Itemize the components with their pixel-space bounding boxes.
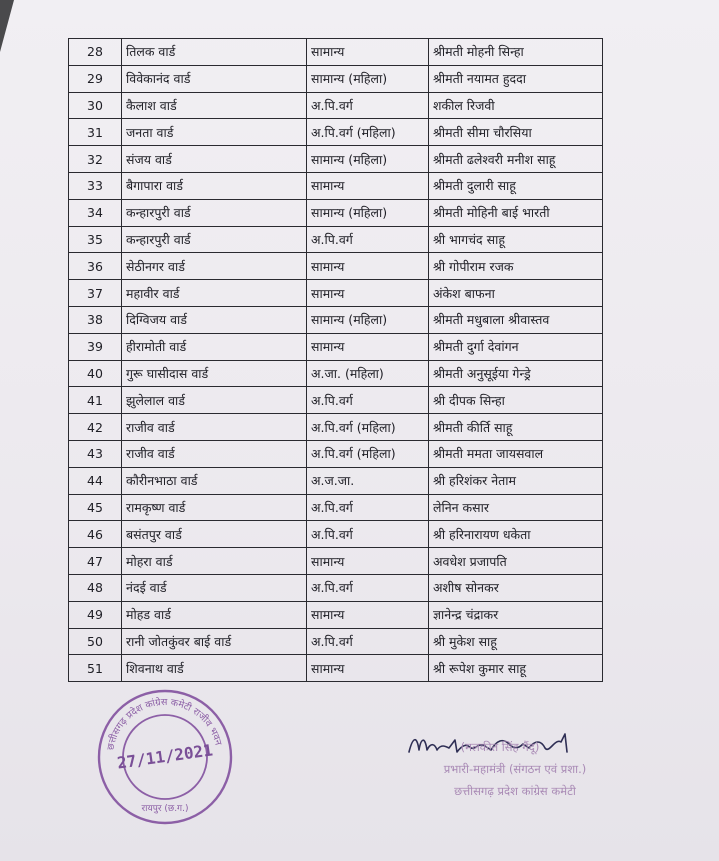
ward-number-cell: 34 xyxy=(69,199,122,226)
candidate-name-cell: श्रीमती ढलेश्वरी मनीश साहू xyxy=(429,146,603,173)
ward-number-cell: 32 xyxy=(69,146,122,173)
reservation-category-cell: अ.पि.वर्ग xyxy=(307,92,429,119)
seal-ring-text: छत्तीसगढ़ प्रदेश कांग्रेस कमेटी राजीव भवन xyxy=(105,696,224,752)
candidate-name-cell: श्री हरिशंकर नेताम xyxy=(429,467,603,494)
table-row xyxy=(69,574,603,601)
scan-corner-shadow xyxy=(0,0,14,52)
reservation-category-cell: अ.पि.वर्ग xyxy=(307,387,429,414)
ward-name-cell: कैलाश वार्ड xyxy=(122,92,307,119)
candidate-name-cell: श्री गोपीराम रजक xyxy=(429,253,603,280)
table-row xyxy=(69,92,603,119)
ward-number-cell: 43 xyxy=(69,440,122,467)
reservation-category-cell: सामान्य xyxy=(307,39,429,66)
table-row xyxy=(69,39,603,66)
table-row xyxy=(69,655,603,682)
table-row xyxy=(69,494,603,521)
ward-number-cell: 29 xyxy=(69,65,122,92)
ward-name-cell: रानी जोतकुंवर बाई वार्ड xyxy=(122,628,307,655)
ward-number-cell: 36 xyxy=(69,253,122,280)
candidate-name-cell: श्रीमती सीमा चौरसिया xyxy=(429,119,603,146)
candidate-name-cell: अंकेश बाफना xyxy=(429,280,603,307)
table-row xyxy=(69,306,603,333)
reservation-category-cell: सामान्य xyxy=(307,253,429,280)
ward-number-cell: 41 xyxy=(69,387,122,414)
candidate-name-cell: श्रीमती ममता जायसवाल xyxy=(429,440,603,467)
table-row xyxy=(69,360,603,387)
ward-candidate-table xyxy=(68,38,603,682)
ward-name-cell: राजीव वार्ड xyxy=(122,414,307,441)
ward-name-cell: रामकृष्ण वार्ड xyxy=(122,494,307,521)
candidate-name-cell: श्री भागचंद साहू xyxy=(429,226,603,253)
table-row xyxy=(69,146,603,173)
ward-name-cell: सेठीनगर वार्ड xyxy=(122,253,307,280)
table-row xyxy=(69,601,603,628)
ward-table-body xyxy=(69,39,603,682)
candidate-name-cell: श्री रूपेश कुमार साहू xyxy=(429,655,603,682)
ward-name-cell: दिग्विजय वार्ड xyxy=(122,306,307,333)
candidate-name-cell: श्रीमती दुलारी साहू xyxy=(429,172,603,199)
ward-number-cell: 37 xyxy=(69,280,122,307)
ward-number-cell: 30 xyxy=(69,92,122,119)
reservation-category-cell: अ.पि.वर्ग xyxy=(307,521,429,548)
table-row xyxy=(69,119,603,146)
reservation-category-cell: अ.पि.वर्ग (महिला) xyxy=(307,119,429,146)
ward-number-cell: 45 xyxy=(69,494,122,521)
seal-city: रायपुर (छ.ग.) xyxy=(141,804,189,814)
table-row xyxy=(69,467,603,494)
reservation-category-cell: अ.पि.वर्ग (महिला) xyxy=(307,414,429,441)
ward-name-cell: नंदई वार्ड xyxy=(122,574,307,601)
ward-name-cell: जनता वार्ड xyxy=(122,119,307,146)
candidate-name-cell: श्री दीपक सिन्हा xyxy=(429,387,603,414)
table-row xyxy=(69,199,603,226)
ward-number-cell: 47 xyxy=(69,548,122,575)
reservation-category-cell: सामान्य (महिला) xyxy=(307,146,429,173)
table-row xyxy=(69,548,603,575)
ward-number-cell: 40 xyxy=(69,360,122,387)
reservation-category-cell: सामान्य (महिला) xyxy=(307,199,429,226)
table-row xyxy=(69,440,603,467)
reservation-category-cell: सामान्य (महिला) xyxy=(307,65,429,92)
reservation-category-cell: अ.पि.वर्ग (महिला) xyxy=(307,440,429,467)
ward-number-cell: 50 xyxy=(69,628,122,655)
ward-name-cell: गुरू घासीदास वार्ड xyxy=(122,360,307,387)
candidate-name-cell: ज्ञानेन्द्र चंद्राकर xyxy=(429,601,603,628)
ward-number-cell: 38 xyxy=(69,306,122,333)
ward-number-cell: 44 xyxy=(69,467,122,494)
candidate-name-cell: श्रीमती मोहनी सिन्हा xyxy=(429,39,603,66)
table-row xyxy=(69,253,603,280)
ward-number-cell: 33 xyxy=(69,172,122,199)
ward-name-cell: तिलक वार्ड xyxy=(122,39,307,66)
ward-number-cell: 51 xyxy=(69,655,122,682)
table-row xyxy=(69,333,603,360)
candidate-name-cell: श्रीमती अनुसूईया गेन्ड्रे xyxy=(429,360,603,387)
ward-name-cell: कन्हारपुरी वार्ड xyxy=(122,199,307,226)
reservation-category-cell: अ.पि.वर्ग xyxy=(307,574,429,601)
ward-number-cell: 28 xyxy=(69,39,122,66)
ward-number-cell: 31 xyxy=(69,119,122,146)
ward-name-cell: कौरीनभाठा वार्ड xyxy=(122,467,307,494)
candidate-name-cell: श्री हरिनारायण धकेता xyxy=(429,521,603,548)
ward-name-cell: झुलेलाल वार्ड xyxy=(122,387,307,414)
ward-name-cell: कन्हारपुरी वार्ड xyxy=(122,226,307,253)
candidate-name-cell: श्री मुकेश साहू xyxy=(429,628,603,655)
reservation-category-cell: सामान्य xyxy=(307,601,429,628)
ward-number-cell: 35 xyxy=(69,226,122,253)
candidate-name-cell: श्रीमती मोहिनी बाई भारती xyxy=(429,199,603,226)
candidate-name-cell: अवधेश प्रजापति xyxy=(429,548,603,575)
signature-block xyxy=(395,730,635,820)
reservation-category-cell: सामान्य xyxy=(307,333,429,360)
ward-number-cell: 46 xyxy=(69,521,122,548)
ward-name-cell: हीरामोती वार्ड xyxy=(122,333,307,360)
ward-number-cell: 39 xyxy=(69,333,122,360)
table-row xyxy=(69,414,603,441)
candidate-name-cell: श्रीमती दुर्गा देवांगन xyxy=(429,333,603,360)
reservation-category-cell: सामान्य xyxy=(307,172,429,199)
table-row xyxy=(69,65,603,92)
candidate-name-cell: लेनिन कसार xyxy=(429,494,603,521)
candidate-name-cell: शकील रिजवी xyxy=(429,92,603,119)
candidate-name-cell: श्रीमती नयामत हुददा xyxy=(429,65,603,92)
ward-name-cell: विवेकानंद वार्ड xyxy=(122,65,307,92)
table-row xyxy=(69,172,603,199)
ward-number-cell: 49 xyxy=(69,601,122,628)
reservation-category-cell: सामान्य (महिला) xyxy=(307,306,429,333)
signatory-organisation: छत्तीसगढ़ प्रदेश कांग्रेस कमेटी xyxy=(454,784,576,798)
table-row xyxy=(69,521,603,548)
official-seal-icon xyxy=(95,687,235,827)
reservation-category-cell: सामान्य xyxy=(307,280,429,307)
ward-name-cell: संजय वार्ड xyxy=(122,146,307,173)
ward-name-cell: शिवनाथ वार्ड xyxy=(122,655,307,682)
ward-name-cell: महावीर वार्ड xyxy=(122,280,307,307)
ward-name-cell: मोहड वार्ड xyxy=(122,601,307,628)
ward-name-cell: बसंतपुर वार्ड xyxy=(122,521,307,548)
reservation-category-cell: अ.जा. (महिला) xyxy=(307,360,429,387)
reservation-category-cell: अ.पि.वर्ग xyxy=(307,494,429,521)
candidate-name-cell: श्रीमती कीर्ति साहू xyxy=(429,414,603,441)
candidate-name-cell: श्रीमती मधुबाला श्रीवास्तव xyxy=(429,306,603,333)
table-row xyxy=(69,226,603,253)
reservation-category-cell: सामान्य xyxy=(307,548,429,575)
candidate-name-cell: अशीष सोनकर xyxy=(429,574,603,601)
reservation-category-cell: अ.पि.वर्ग xyxy=(307,628,429,655)
ward-number-cell: 48 xyxy=(69,574,122,601)
signatory-name: (मलकीत सिंह गैंदू) xyxy=(460,740,540,754)
reservation-category-cell: अ.ज.जा. xyxy=(307,467,429,494)
ward-name-cell: बैगापारा वार्ड xyxy=(122,172,307,199)
table-row xyxy=(69,280,603,307)
ward-name-cell: मोहरा वार्ड xyxy=(122,548,307,575)
table-row xyxy=(69,628,603,655)
table-row xyxy=(69,387,603,414)
ward-name-cell: राजीव वार्ड xyxy=(122,440,307,467)
ward-number-cell: 42 xyxy=(69,414,122,441)
reservation-category-cell: अ.पि.वर्ग xyxy=(307,226,429,253)
seal-date: 27/11/2021 xyxy=(115,740,214,773)
signatory-designation: प्रभारी-महामंत्री (संगठन एवं प्रशा.) xyxy=(443,762,587,776)
reservation-category-cell: सामान्य xyxy=(307,655,429,682)
